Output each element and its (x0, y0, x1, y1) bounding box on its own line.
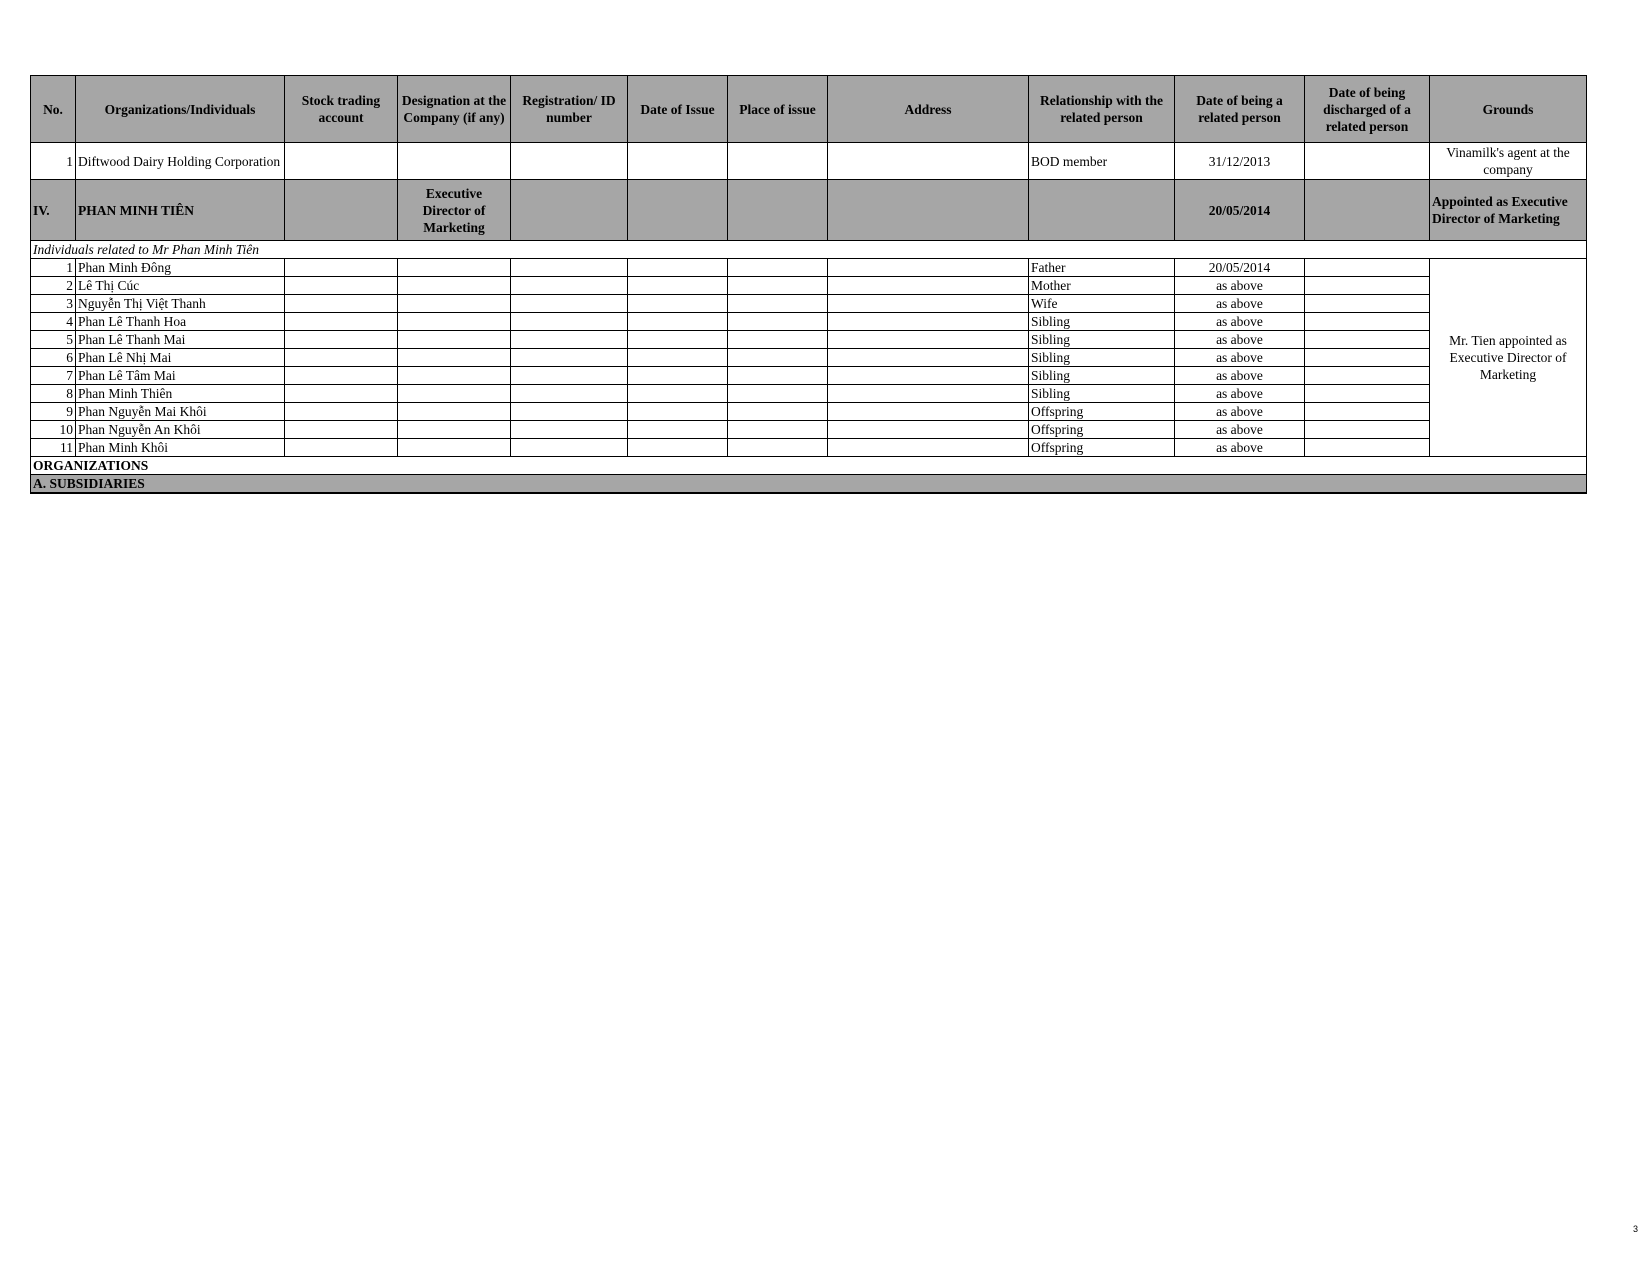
header-organizations-individuals: Organizations/Individuals (76, 76, 285, 143)
header-relationship: Relationship with the related person (1029, 76, 1175, 143)
item-name: Phan Lê Nhị Mai (76, 349, 285, 367)
item-date: as above (1175, 295, 1305, 313)
item-relationship: Sibling (1029, 331, 1175, 349)
item-date: as above (1175, 313, 1305, 331)
item-name: Phan Minh Khôi (76, 439, 285, 457)
item-date: as above (1175, 367, 1305, 385)
header-date-of-issue: Date of Issue (628, 76, 728, 143)
item-relationship: Mother (1029, 277, 1175, 295)
band-organizations (31, 457, 1587, 475)
section-grounds: Appointed as Executive Director of Marketing (1430, 180, 1587, 241)
band-subsidiaries (31, 475, 1587, 494)
item-date: as above (1175, 331, 1305, 349)
row-no: 1 (31, 143, 76, 180)
item-name: Phan Lê Thanh Mai (76, 331, 285, 349)
item-no: 4 (31, 313, 76, 331)
header-place-of-issue: Place of issue (728, 76, 828, 143)
item-relationship: Sibling (1029, 367, 1175, 385)
table-row (31, 143, 1587, 180)
item-name: Phan Lê Thanh Hoa (76, 313, 285, 331)
item-date: as above (1175, 403, 1305, 421)
header-date-related: Date of being a related person (1175, 76, 1305, 143)
list-item (31, 295, 1587, 313)
item-relationship: Wife (1029, 295, 1175, 313)
row-relationship: BOD member (1029, 143, 1175, 180)
item-no: 11 (31, 439, 76, 457)
header-grounds: Grounds (1430, 76, 1587, 143)
list-item (31, 313, 1587, 331)
item-no: 6 (31, 349, 76, 367)
item-name: Phan Nguyễn An Khôi (76, 421, 285, 439)
section-no: IV. (31, 180, 76, 241)
section-designation: Executive Director of Marketing (398, 180, 511, 241)
item-name: Lê Thị Cúc (76, 277, 285, 295)
band-subsidiaries-label: A. SUBSIDIARIES (31, 475, 1587, 494)
item-relationship: Sibling (1029, 349, 1175, 367)
item-no: 2 (31, 277, 76, 295)
item-no: 5 (31, 331, 76, 349)
list-item (31, 367, 1587, 385)
item-date: as above (1175, 421, 1305, 439)
section-date-related: 20/05/2014 (1175, 180, 1305, 241)
row-date-related: 31/12/2013 (1175, 143, 1305, 180)
item-name: Phan Nguyễn Mai Khôi (76, 403, 285, 421)
item-date: as above (1175, 277, 1305, 295)
item-relationship: Offspring (1029, 421, 1175, 439)
header-registration-id: Registration/ ID number (511, 76, 628, 143)
header-designation: Designation at the Company (if any) (398, 76, 511, 143)
item-date: as above (1175, 349, 1305, 367)
item-relationship: Offspring (1029, 403, 1175, 421)
list-item (31, 421, 1587, 439)
related-parties-table (30, 75, 1587, 494)
item-relationship: Father (1029, 259, 1175, 277)
list-item (31, 385, 1587, 403)
item-no: 1 (31, 259, 76, 277)
note-row (31, 241, 1587, 259)
item-name: Phan Minh Đông (76, 259, 285, 277)
item-date: as above (1175, 439, 1305, 457)
item-no: 10 (31, 421, 76, 439)
row-name: Diftwood Dairy Holding Corporation (76, 143, 285, 180)
section-row-iv (31, 180, 1587, 241)
list-item (31, 403, 1587, 421)
band-organizations-label: ORGANIZATIONS (31, 457, 1587, 475)
section-name: PHAN MINH TIÊN (76, 180, 285, 241)
page-number: 3 (1632, 1224, 1638, 1234)
item-date: as above (1175, 385, 1305, 403)
item-name: Phan Lê Tâm Mai (76, 367, 285, 385)
item-no: 3 (31, 295, 76, 313)
list-item (31, 349, 1587, 367)
item-relationship: Sibling (1029, 313, 1175, 331)
relatives-grounds: Mr. Tien appointed as Executive Director of Marketing (1430, 259, 1587, 457)
item-name: Nguyễn Thị Việt Thanh (76, 295, 285, 313)
row-grounds: Vinamilk's agent at the company (1430, 143, 1587, 180)
header-stock-trading-account: Stock trading account (285, 76, 398, 143)
item-name: Phan Minh Thiên (76, 385, 285, 403)
item-relationship: Offspring (1029, 439, 1175, 457)
list-item (31, 277, 1587, 295)
item-no: 7 (31, 367, 76, 385)
list-item (31, 439, 1587, 457)
item-no: 8 (31, 385, 76, 403)
header-no: No. (31, 76, 76, 143)
note-text: Individuals related to Mr Phan Minh Tiên (31, 241, 1587, 259)
item-no: 9 (31, 403, 76, 421)
table-header (31, 76, 1587, 143)
list-item (31, 259, 1587, 277)
header-address: Address (828, 76, 1029, 143)
header-date-discharged: Date of being discharged of a related person (1305, 76, 1430, 143)
list-item (31, 331, 1587, 349)
item-date: 20/05/2014 (1175, 259, 1305, 277)
item-relationship: Sibling (1029, 385, 1175, 403)
